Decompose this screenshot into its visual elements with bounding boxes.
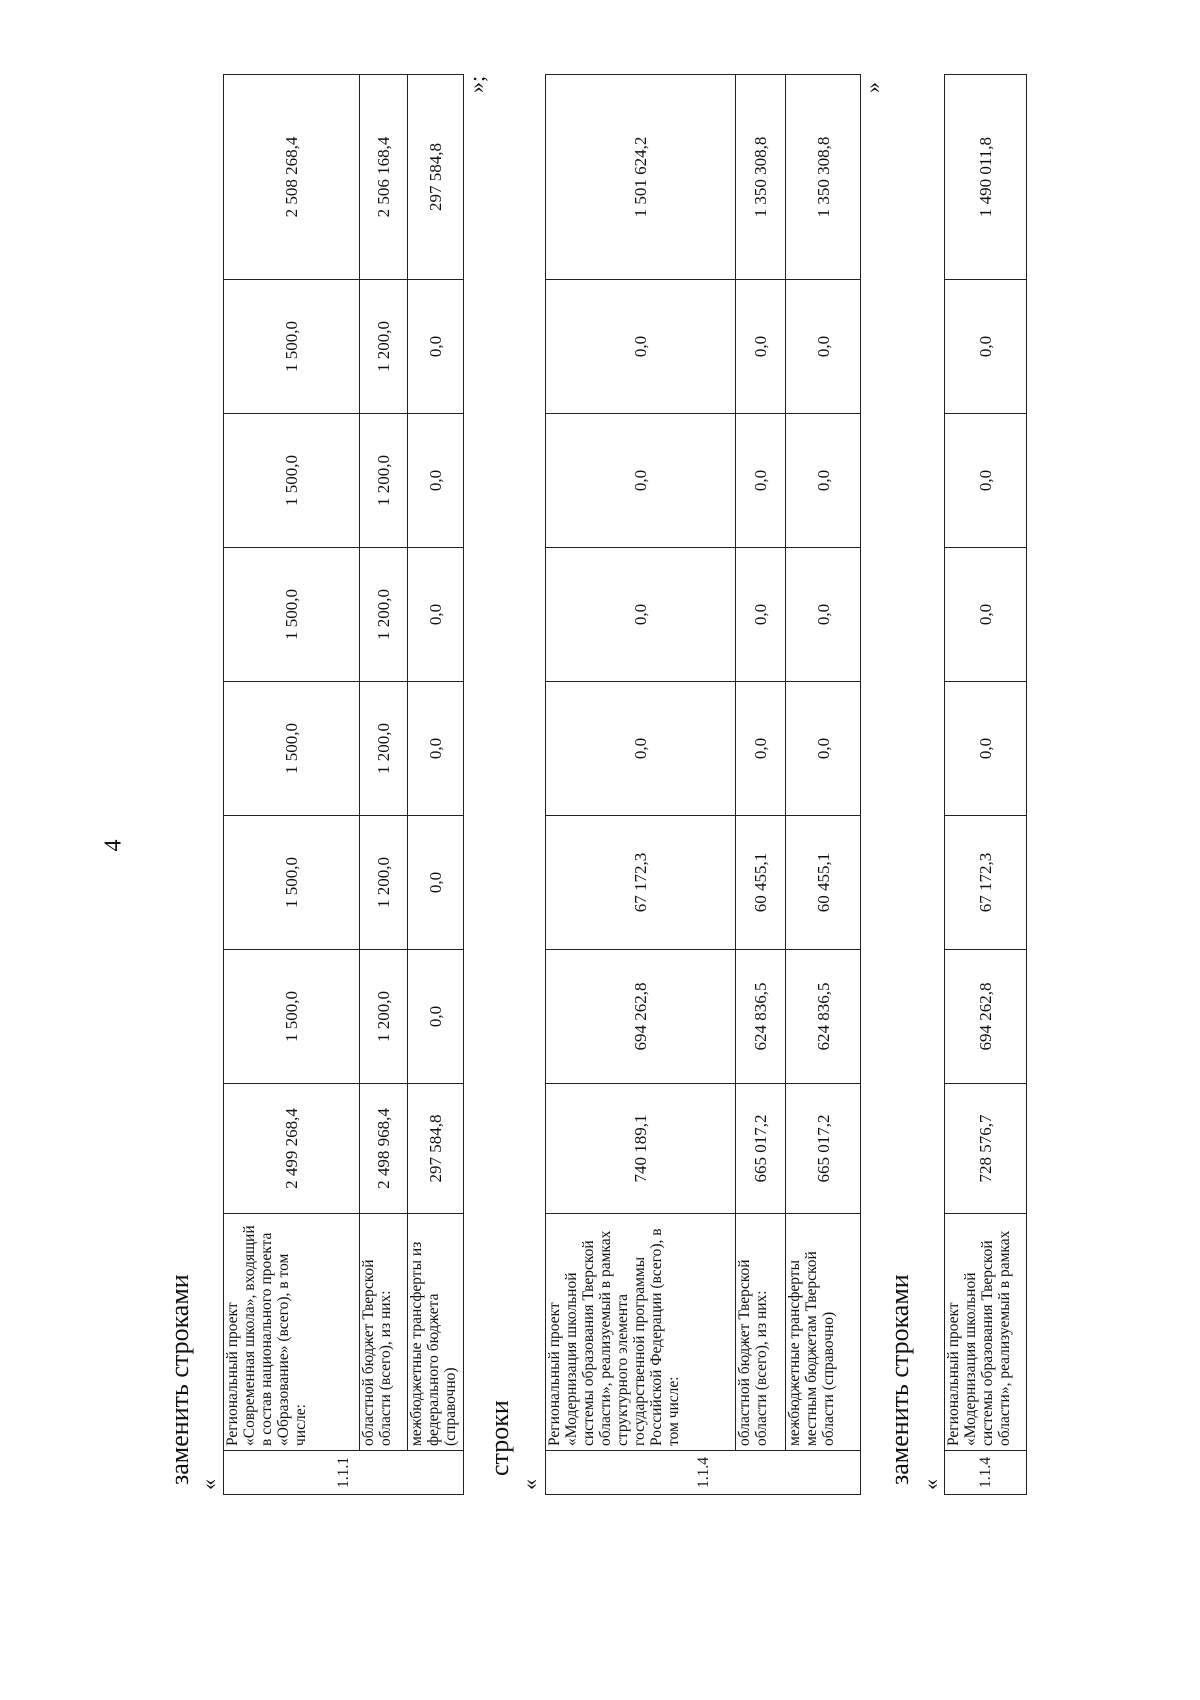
value-cell: 1 490 011,8: [945, 75, 1027, 280]
value-cell: 0,0: [408, 950, 464, 1084]
value-cell: 0,0: [408, 682, 464, 816]
table-section-2: [545, 74, 861, 1495]
value-cell: 0,0: [546, 682, 736, 816]
row-label-cell: межбюджетные трансферты из федерального бюджета (справочно): [408, 1214, 464, 1451]
value-cell: 728 576,7: [945, 1084, 1027, 1214]
value-cell: 60 455,1: [736, 816, 786, 950]
value-cell: 0,0: [408, 414, 464, 548]
table-row: [224, 75, 360, 1495]
value-cell: 740 189,1: [546, 1084, 736, 1214]
row-code-cell: 1.1.1: [224, 1451, 464, 1495]
value-cell: 0,0: [736, 682, 786, 816]
value-cell: 1 200,0: [360, 280, 408, 414]
value-cell: 67 172,3: [546, 816, 736, 950]
value-cell: 60 455,1: [786, 816, 861, 950]
row-label-cell: областной бюджет Тверской области (всего), из них:: [360, 1214, 408, 1451]
close-quote-1: »;: [464, 75, 489, 93]
value-cell: 624 836,5: [786, 950, 861, 1084]
page-number: 4: [100, 839, 127, 852]
value-cell: 665 017,2: [786, 1084, 861, 1214]
value-cell: 0,0: [945, 280, 1027, 414]
value-cell: 1 500,0: [224, 682, 360, 816]
value-cell: 1 500,0: [224, 414, 360, 548]
table-row: [408, 75, 464, 1495]
table-body: [224, 75, 464, 1495]
value-cell: 694 262,8: [945, 950, 1027, 1084]
value-cell: 67 172,3: [945, 816, 1027, 950]
row-label-cell: межбюджетные трансферты местным бюджетам Тверской области (справочно): [786, 1214, 861, 1451]
table-body: [945, 75, 1027, 1495]
value-cell: 0,0: [786, 280, 861, 414]
value-cell: 0,0: [408, 816, 464, 950]
value-cell: 1 500,0: [224, 548, 360, 682]
value-cell: 1 500,0: [224, 950, 360, 1084]
value-cell: 0,0: [945, 682, 1027, 816]
value-cell: 0,0: [408, 548, 464, 682]
value-cell: 0,0: [736, 414, 786, 548]
value-cell: 0,0: [945, 414, 1027, 548]
value-cell: 1 500,0: [224, 280, 360, 414]
section-heading-replace-1: заменить строками: [165, 1274, 194, 1485]
value-cell: 0,0: [546, 548, 736, 682]
value-cell: 297 584,8: [408, 75, 464, 280]
value-cell: 0,0: [546, 280, 736, 414]
value-cell: 0,0: [786, 682, 861, 816]
value-cell: 694 262,8: [546, 950, 736, 1084]
value-cell: 1 200,0: [360, 950, 408, 1084]
value-cell: 665 017,2: [736, 1084, 786, 1214]
close-quote-2: »: [860, 82, 885, 93]
row-code-cell: 1.1.4: [945, 1451, 1027, 1495]
row-label-cell: Региональный проект «Модернизация школьной системы образования Тверской области», реализуемый в рамках структурного элемента государственной программы Российской Федерации (всего), в том числе:: [546, 1214, 736, 1451]
value-cell: 0,0: [736, 548, 786, 682]
table-section-1: [223, 74, 464, 1495]
value-cell: 2 508 268,4: [224, 75, 360, 280]
value-cell: 1 501 624,2: [546, 75, 736, 280]
value-cell: 2 506 168,4: [360, 75, 408, 280]
table-row: [945, 75, 1027, 1495]
table-row: [546, 75, 736, 1495]
table-row: [360, 75, 408, 1495]
value-cell: 2 499 268,4: [224, 1084, 360, 1214]
value-cell: 1 200,0: [360, 816, 408, 950]
table-body: [546, 75, 861, 1495]
value-cell: 1 350 308,8: [736, 75, 786, 280]
row-label-cell: Региональный проект «Современная школа», входящий в состав национального проекта «Образование» (всего), в том числе:: [224, 1214, 360, 1451]
section-heading-replace-2: заменить строками: [885, 1274, 914, 1485]
row-label-cell: областной бюджет Тверской области (всего), из них:: [736, 1214, 786, 1451]
value-cell: 1 200,0: [360, 414, 408, 548]
value-cell: 1 200,0: [360, 548, 408, 682]
open-quote-1: «: [196, 1479, 221, 1490]
value-cell: 0,0: [786, 414, 861, 548]
value-cell: 0,0: [736, 280, 786, 414]
value-cell: 624 836,5: [736, 950, 786, 1084]
row-code-cell: 1.1.4: [546, 1451, 861, 1495]
open-quote-2: «: [517, 1479, 542, 1490]
value-cell: 1 200,0: [360, 682, 408, 816]
section-heading-lines: строки: [485, 1400, 514, 1476]
value-cell: 0,0: [786, 548, 861, 682]
table-section-3: [944, 74, 1027, 1495]
value-cell: 0,0: [408, 280, 464, 414]
open-quote-3: «: [918, 1479, 943, 1490]
value-cell: 1 500,0: [224, 816, 360, 950]
value-cell: 0,0: [546, 414, 736, 548]
table-row: [736, 75, 786, 1495]
value-cell: 0,0: [945, 548, 1027, 682]
value-cell: 297 584,8: [408, 1084, 464, 1214]
row-label-cell: Региональный проект «Модернизация школьной системы образования Тверской области», реализуемый в рамках: [945, 1214, 1027, 1451]
value-cell: 2 498 968,4: [360, 1084, 408, 1214]
table-row: [786, 75, 861, 1495]
value-cell: 1 350 308,8: [786, 75, 861, 280]
